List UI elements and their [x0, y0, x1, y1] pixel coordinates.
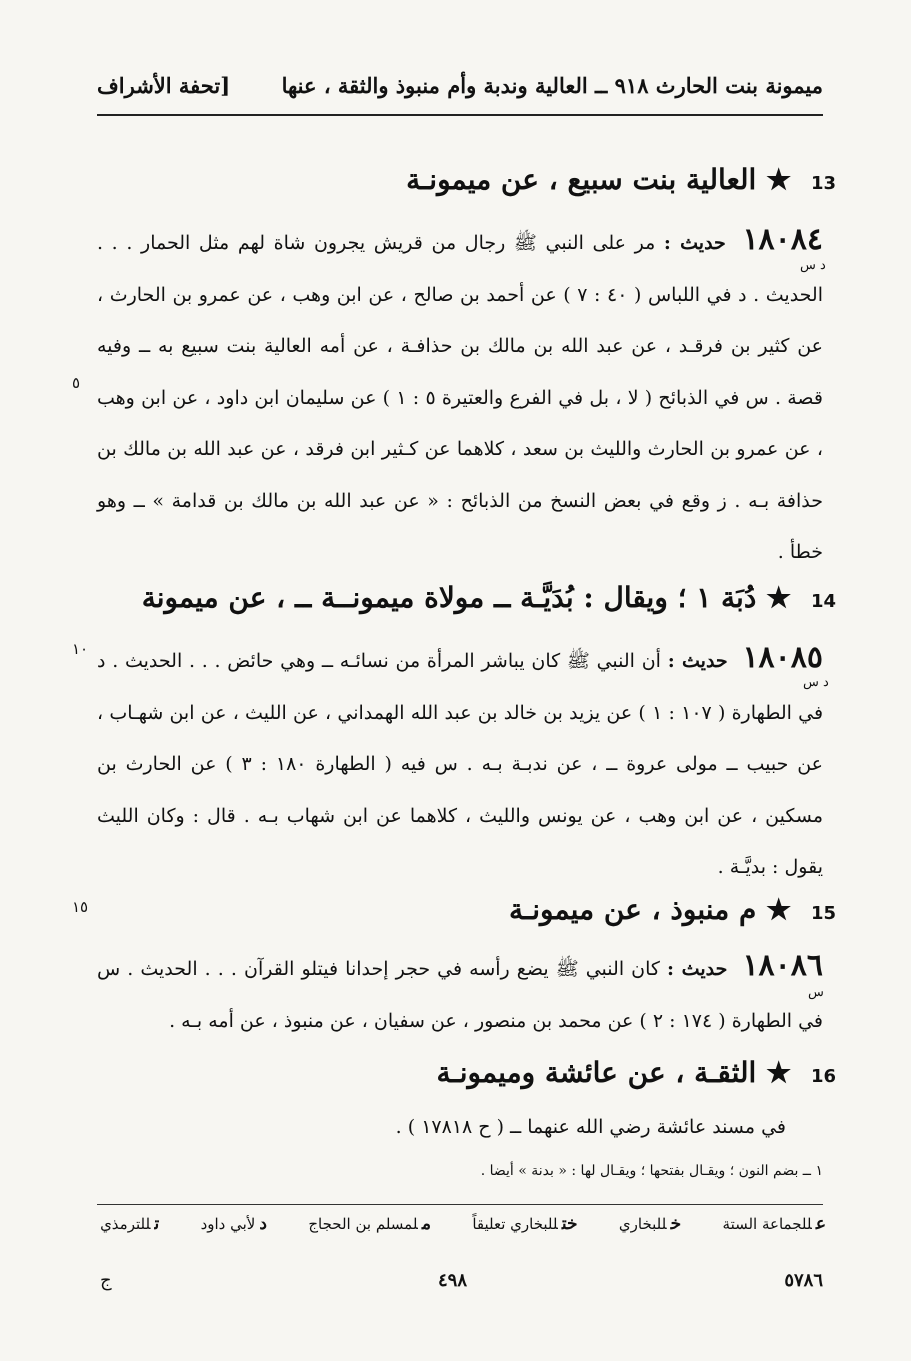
footnote-rule: [97, 1204, 823, 1205]
section-16-heading: 16 ★ الثقـة ، عن عائشة وميمونـة: [436, 1056, 836, 1089]
header-title: ميمونة بنت الحارث ٩١٨ ــ العالية وندبة وأم منبوذ والثقة ، عنها: [281, 73, 823, 98]
hadith-label: حديث :: [667, 650, 728, 672]
abbreviation-item: ملمسلم بن الحجاج: [308, 1214, 431, 1234]
margin-code: د س: [803, 675, 829, 690]
margin-code: س: [808, 985, 824, 1000]
footer-code: ٥٧٨٦: [784, 1270, 823, 1291]
section-15-title: م منبوذ ، عن ميمونـة: [509, 893, 757, 926]
footer-signature: ج: [100, 1270, 112, 1291]
margin-code: د س: [800, 258, 826, 273]
running-header: [97, 66, 823, 106]
hadith-18086: [97, 940, 823, 1047]
hadith-number: ١٨٠٨٤: [742, 222, 824, 257]
line-number: ٥: [72, 374, 81, 392]
abbreviation-item: ختللبخاري تعليقاً: [472, 1214, 578, 1234]
footnote: ١ ــ بضم النون ؛ ويقـال بفتحها ؛ ويقـال لها : « بدنة » أيضا .: [480, 1163, 823, 1179]
header-rule: [97, 114, 823, 116]
abbreviation-item: دلأبي داود: [200, 1214, 267, 1234]
section-13-title: العالية بنت سبيع ، عن ميمونـة: [406, 163, 757, 196]
hadith-label: حديث :: [663, 232, 726, 254]
abbreviation-item: خللبخاري: [618, 1214, 682, 1234]
hadith-18085: [97, 632, 823, 894]
line-number: ١٠: [72, 640, 89, 658]
abbreviation-item: تللترمذي: [100, 1214, 160, 1234]
hadith-label: حديث :: [667, 958, 728, 980]
hadith-text: مر على النبي ﷺ رجال من قريش يجرون شاة لهم مثل الحمار . . . الحديث . د في اللباس ( ٤٠ : ٧ ) عن أحمد بن صالح ، عن ابن وهب ، عن عمرو بن الحارث ، عن كثير بن فرقـد ، عن عبد الله بن مالك بن حذافـة ، عن أمه العالية بنت سبيع به ــ وفيه قصة . س في الذبائح ( لا ، بل في الفرع والعتيرة ٥ : ١ ) عن سليمان ابن داود ، عن ابن وهب ، عن عمرو بن الحارث والليث بن سعد ، كلاهما عن كـثير ابن فرقد ، عن عبد الله بن مالك بن حذافة بـه . ز وقع في بعض النسخ من الذبائح : « عن عبد الله بن مالك بن قدامة » ــ وهو خطأ .: [97, 232, 824, 563]
hadith-text: أن النبي ﷺ كان يباشر المرأة من نسائـه ــ وهي حائض . . . الحديث . د في الطهارة ( ١٠٧ : ١ ) عن يزيد بن خالد بن عبد الله الهمداني ، عن الليث ، عن ابن شهـاب ، عن حبيب ــ مولى عروة ــ ، عن ندبـة بـه . س فيه ( الطهارة ١٨٠ : ٣ ) عن الحارث بن مسكين ، عن ابن وهب ، عن يونس والليث ، كلاهما عن ابن شهاب بـه . قال : وكان الليث يقول : بديَّـة .: [97, 650, 824, 878]
abbreviation-key: [100, 1214, 826, 1242]
section-15-heading: 15 ★ م منبوذ ، عن ميمونـة: [509, 893, 836, 926]
hadith-text: كان النبي ﷺ يضع رأسه في حجر إحدانا فيتلو القرآن . . . الحديث . س في الطهارة ( ١٧٤ : ٢ ) عن محمد بن منصور ، عن سفيان ، عن منبوذ ، عن أمه بـه .: [97, 958, 823, 1032]
page-number: ٤٩٨: [438, 1270, 468, 1291]
hadith-number: ١٨٠٨٥: [742, 640, 824, 675]
section-14-title: دُبَة ١ ؛ ويقال : بُدَيَّـة ــ مولاة ميمونــة ــ ، عن ميمونة: [141, 581, 757, 614]
section-16-title: الثقـة ، عن عائشة وميمونـة: [436, 1056, 757, 1089]
hadith-18084: [97, 214, 823, 579]
section-14-heading: 14 ★ دُبَة ١ ؛ ويقال : بُدَيَّـة ــ مولاة ميمونــة ــ ، عن ميمونة: [141, 581, 836, 614]
line-number: ١٥: [72, 898, 89, 916]
header-book-name: [تحفة الأشراف: [97, 73, 231, 98]
abbreviation-item: عللجماعة الستة: [722, 1214, 826, 1234]
section-13-heading: 13 ★ العالية بنت سبيع ، عن ميمونـة: [406, 163, 836, 196]
cross-reference-note: في مسند عائشة رضي الله عنهما ــ ( ح ١٧٨١٨ ) .: [395, 1116, 786, 1138]
hadith-number: ١٨٠٨٦: [742, 948, 824, 983]
